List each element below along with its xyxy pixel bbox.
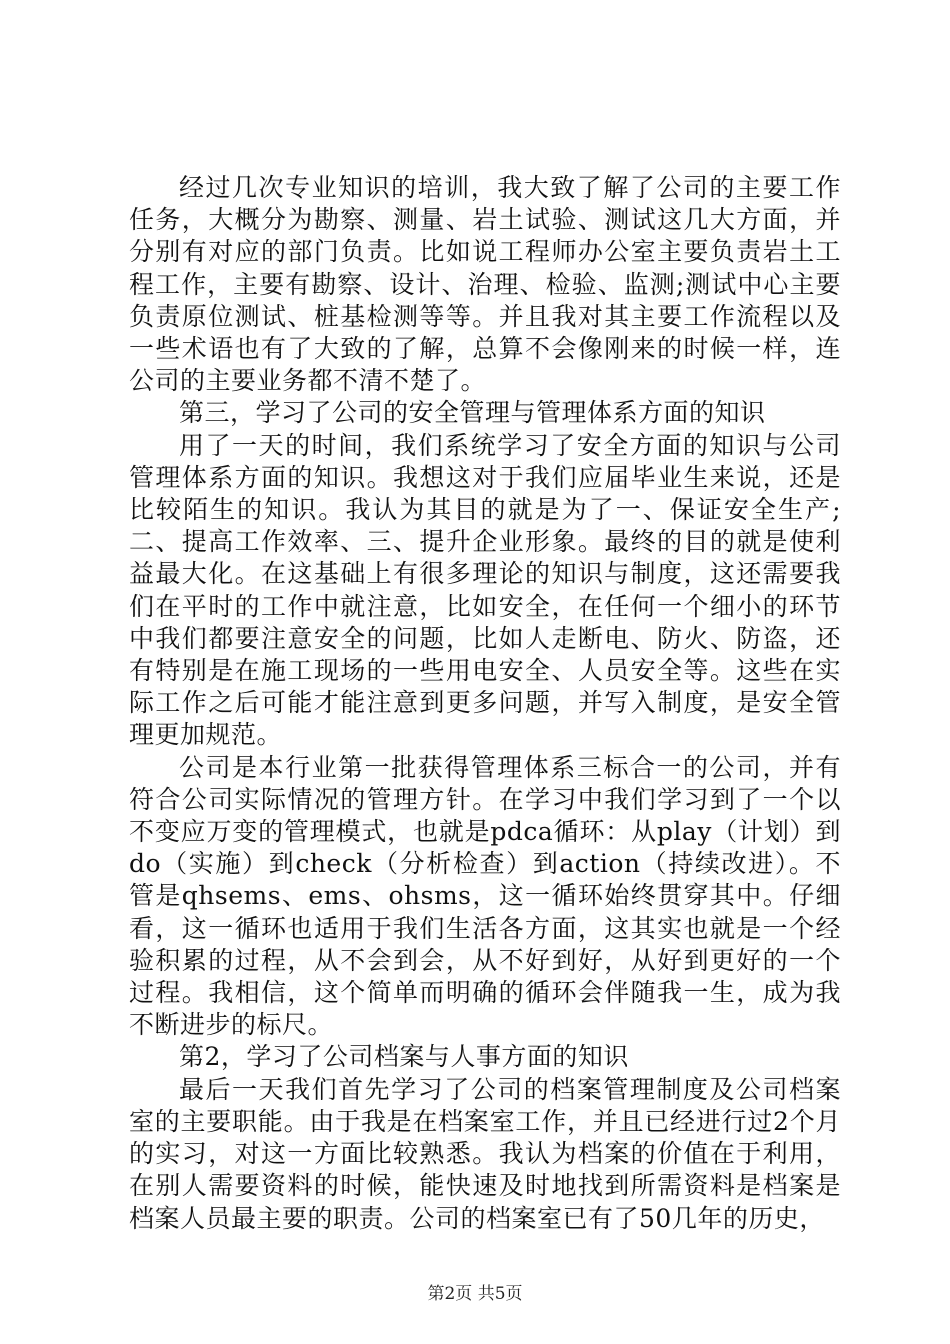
paragraph-pdca-cycle: 公司是本行业第一批获得管理体系三标合一的公司，并有符合公司实际情况的管理方针。在学习中我们学习到了一个以不变应万变的管理模式，也就是pdca循环：从play（计划）到do（实施）到check（分析检查）到action（持续改进）。不管是qhsems、ems、ohsms，这一循环始终贯穿其中。仔细看，这一循环也适用于我们生活各方面，这其实也就是一个经验积累的过程，从不会到会，从不好到好，从好到更好的一个过程。我相信，这个简单而明确的循环会伴随我一生，成为我不断进步的标尺。 <box>129 752 841 1040</box>
section-heading-archives: 第2，学习了公司档案与人事方面的知识 <box>179 1042 629 1072</box>
paragraph-archives: 最后一天我们首先学习了公司的档案管理制度及公司档案室的主要职能。由于我是在档案室工作，并且已经进行过2个月的实习，对这一方面比较熟悉。我认为档案的价值在于利用，在别人需要资料的时候，能快速及时地找到所需资料是档案是档案人员最主要的职责。公司的档案室已有了50几年的历史， <box>129 1074 841 1233</box>
document-body <box>129 172 841 1235</box>
paragraph-work-tasks: 经过几次专业知识的培训，我大致了解了公司的主要工作任务，大概分为勘察、测量、岩土试验、测试这几大方面，并分别有对应的部门负责。比如说工程师办公室主要负责岩土工程工作，主要有勘察、设计、治理、检验、监测;测试中心主要负责原位测试、桩基检测等等。并且我对其主要工作流程以及一些术语也有了大致的了解，总算不会像刚来的时候一样，连公司的主要业务都不清不楚了。 <box>129 173 841 396</box>
section-heading-safety: 第三，学习了公司的安全管理与管理体系方面的知识 <box>179 398 766 428</box>
page-number-footer: 第2页 共5页 <box>427 1284 523 1304</box>
paragraph-safety-knowledge: 用了一天的时间，我们系统学习了安全方面的知识与公司管理体系方面的知识。我想这对于我们应届毕业生来说，还是比较陌生的知识。我认为其目的就是为了一、保证安全生产;二、提高工作效率、三、提升企业形象。最终的目的就是使利益最大化。在这基础上有很多理论的知识与制度，这还需要我们在平时的工作中就注意，比如安全，在任何一个细小的环节中我们都要注意安全的问题，比如人走断电、防火、防盗，还有特别是在施工现场的一些用电安全、人员安全等。这些在实际工作之后可能才能注意到更多问题，并写入制度，是安全管理更加规范。 <box>129 430 841 750</box>
